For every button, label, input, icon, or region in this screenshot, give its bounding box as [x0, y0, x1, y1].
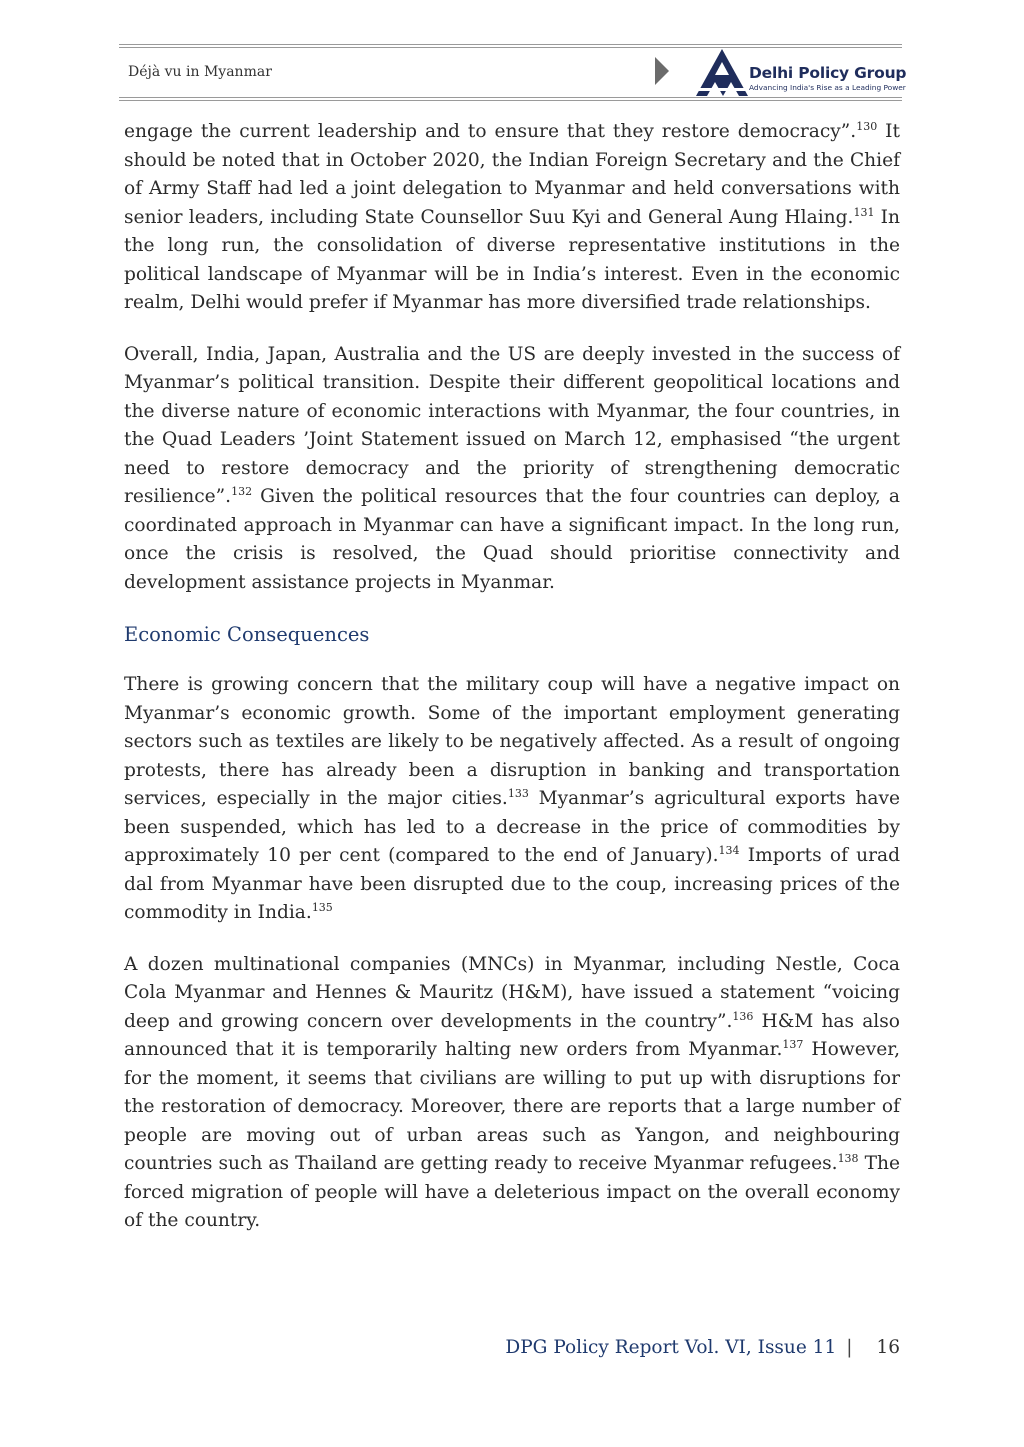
footnote-ref: 134 — [718, 843, 740, 857]
footnote-ref: 135 — [311, 900, 333, 914]
footnote-ref: 132 — [231, 484, 253, 498]
paragraph — [124, 341, 900, 598]
text-run: There is growing concern that the military coup will have a negative impact on Myanmar’s economic growth. Some of the important employment generating sectors such as textiles are likely to be negatively affected. As a result of ongoing protests, there has already been a disruption in banking and transportation services, especially in the major cities. — [124, 674, 900, 809]
footnote-ref: 131 — [853, 205, 875, 219]
text-run: Given the political resources that the four countries can deploy, a coordinated approach in Myanmar can have a significant impact. In the long run, once the crisis is resolved, the Quad should prioritise connectivity and development assistance projects in Myanmar. — [124, 486, 900, 593]
footnote-ref: 130 — [856, 119, 878, 133]
publication-title: DPG Policy Report Vol. VI, Issue 11 — [505, 1337, 837, 1358]
paragraph — [124, 118, 900, 318]
section-heading: Economic Consequences — [124, 623, 370, 646]
body-text — [124, 118, 900, 1259]
footnote-ref: 133 — [507, 786, 529, 800]
text-run: Imports of urad dal from Myanmar have been disrupted due to the coup, increasing prices of the commodity in India. — [124, 845, 900, 923]
text-run: It should be noted that in October 2020, the Indian Foreign Secretary and the Chief of Army Staff had led a joint delegation to Myanmar and held conversations with senior leaders, including State Counsellor Suu Kyi and General Aung Hlaing. — [124, 121, 901, 228]
delhi-policy-group-logo — [695, 48, 905, 96]
text-run: In the long run, the consolidation of diverse representative institutions in the political landscape of Myanmar will be in India’s interest. Even in the economic realm, Delhi would prefer if Myanmar has more diversified trade relationships. — [124, 206, 900, 313]
footer-separator: | — [846, 1337, 853, 1358]
dpg-mountain-icon — [695, 48, 749, 96]
triangle-arrow-icon — [655, 57, 669, 85]
header-rule-bottom — [119, 97, 902, 101]
footnote-ref: 138 — [837, 1151, 859, 1165]
text-run: A dozen multinational companies (MNCs) in Myanmar, including Nestle, Coca Cola Myanmar and Hennes & Mauritz (H&M), have issued a statement “voicing deep and growing concern over developments in the country”. — [124, 953, 900, 1032]
text-run: However, for the moment, it seems that civilians are willing to put up with disruptions for the restoration of democracy. Moreover, there are reports that a large number of people are moving out of urban areas such as Yangon, and neighbouring countries such as Thailand are getting ready to receive Myanmar refugees. — [124, 1039, 900, 1174]
footnote-ref: 137 — [782, 1037, 804, 1051]
paragraph — [124, 671, 900, 928]
logo-name: Delhi Policy Group — [749, 64, 907, 82]
paragraph — [124, 951, 900, 1236]
running-title: Déjà vu in Myanmar — [128, 64, 272, 80]
footnote-ref: 136 — [732, 1009, 754, 1023]
text-run: H&M has also announced that it is temporarily halting new orders from Myanmar. — [124, 1010, 900, 1060]
text-run: Overall, India, Japan, Australia and the US are deeply invested in the success of Myanmar’s political transition. Despite their different geopolitical locations and the diverse nature of economic interactions with Myanmar, the four countries, in the Quad Leaders ’Joint Statement issued on March 12, emphasised “the urgent need to restore democracy and the priority of strengthening democratic resilience”. — [124, 343, 900, 507]
logo-tagline: Advancing India's Rise as a Leading Power — [749, 83, 906, 92]
page-number: 16 — [876, 1337, 900, 1358]
text-run: engage the current leadership and to ensure that they restore democracy”. — [124, 121, 857, 142]
page-footer — [505, 1337, 900, 1358]
text-run: Myanmar’s agricultural exports have been suspended, which has led to a decrease in the price of commodities by approximately 10 per cent (compared to the end of January). — [124, 788, 901, 866]
text-run: The forced migration of people will have a deleterious impact on the overall economy of the country. — [124, 1153, 900, 1231]
